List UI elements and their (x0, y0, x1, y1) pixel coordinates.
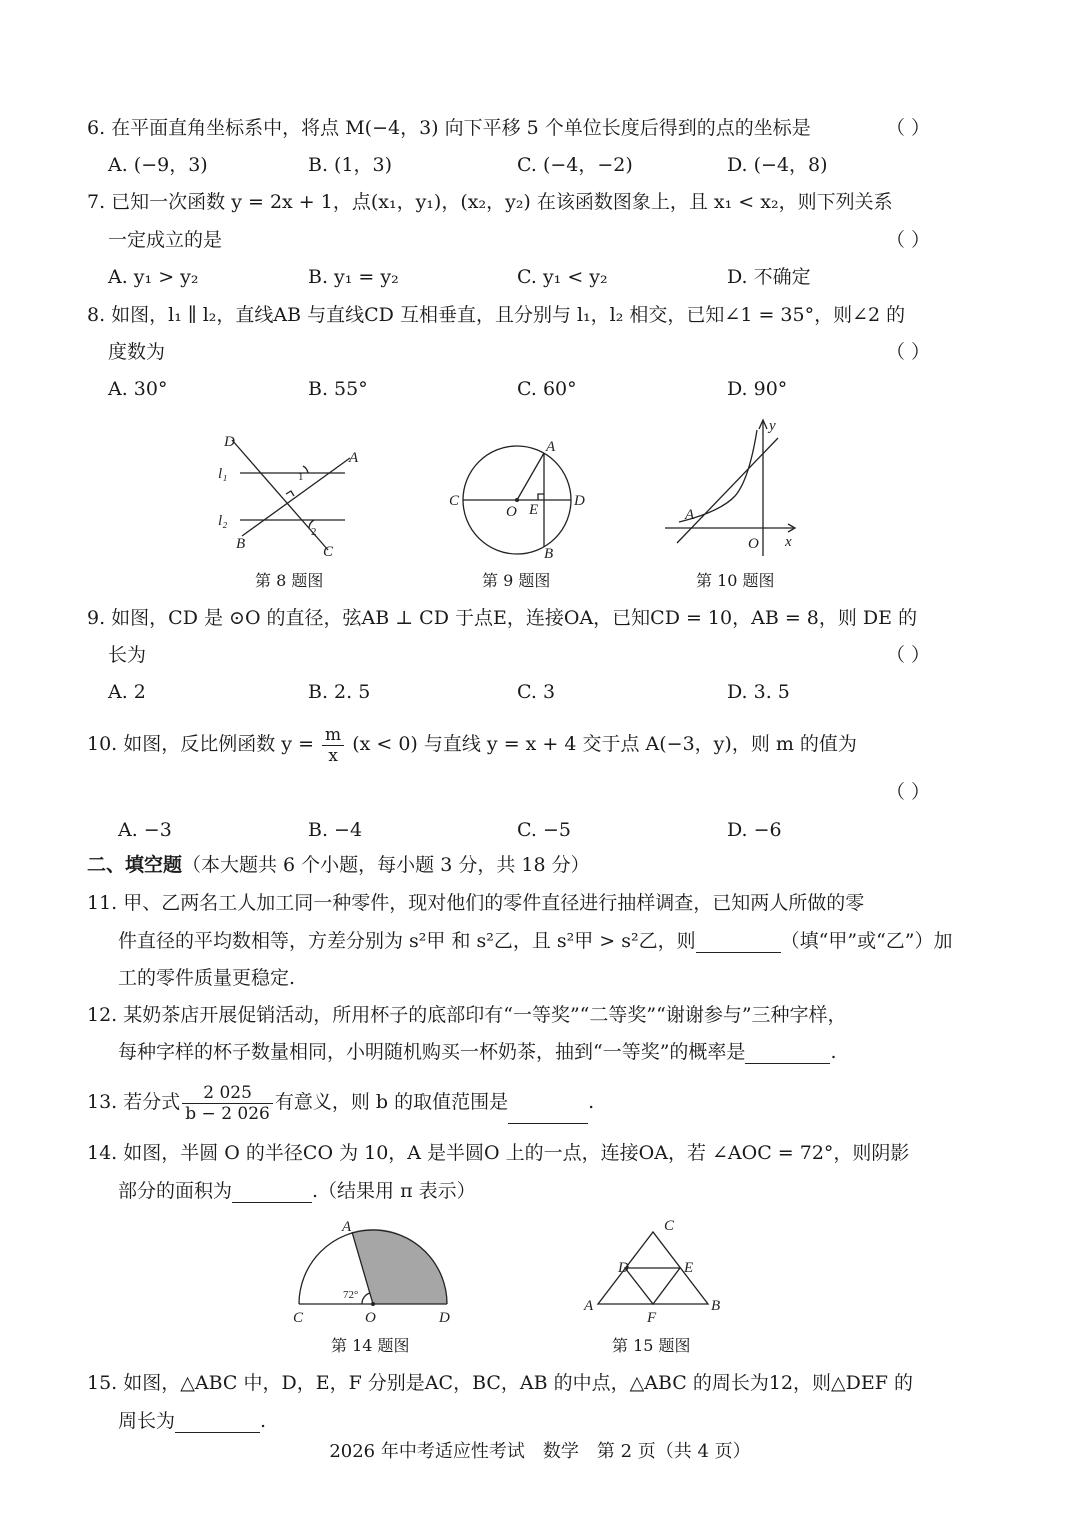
label-f: F (647, 1310, 657, 1326)
label-a: A (342, 1219, 352, 1235)
q13-frac-num: 2 025 (182, 1083, 273, 1104)
figure-15 (578, 1212, 728, 1330)
section-2-title: 二、填空题 (87, 854, 183, 876)
q8-option-a: A. 30° (108, 378, 168, 400)
angle-1-arc (303, 466, 308, 473)
q13-frac-den: b − 2 026 (185, 1103, 270, 1124)
label-d: D (224, 434, 235, 450)
q13-stem (87, 1080, 594, 1124)
page-footer: 2026 年中考适应性考试 数学 第 2 页（共 4 页） (329, 1441, 751, 1462)
figure-9-caption: 第 9 题图 (482, 571, 551, 590)
q8-stem-cont: 度数为 (108, 341, 166, 363)
q14-line-1: 14. 如图，半圆 O 的半径CO 为 10，A 是半圆O 上的一点，连接OA，若 ∠AOC = 72°，则阴影 (87, 1142, 910, 1164)
q7-option-d: D. 不确定 (727, 266, 811, 288)
q7-option-c: C. y₁ < y₂ (517, 266, 608, 288)
q6-option-d: D. (−4，8) (727, 154, 828, 176)
label-e: E (684, 1260, 694, 1276)
q7-stem: 7. 已知一次函数 y = 2x + 1，点(x₁，y₁)，(x₂，y₂) 在该函数图象上，且 x₁ < x₂，则下列关系 (87, 191, 893, 213)
label-o: O (506, 504, 517, 520)
label-d: D (574, 493, 585, 509)
q11-line-1: 11. 甲、乙两名工人加工同一种零件，现对他们的零件直径进行抽样调查，已知两人所做的零 (87, 892, 865, 914)
label-o: O (365, 1310, 376, 1326)
q10-answer-paren: （ ） (885, 781, 930, 803)
q12-line-2a: 每种字样的杯子数量相同，小明随机购买一杯奶茶，抽到“一等奖”的概率是 (118, 1041, 746, 1063)
label-c: C (664, 1218, 675, 1234)
label-l1: l₁ (218, 466, 228, 482)
q12-answer-blank[interactable] (745, 1043, 830, 1064)
q10-option-b: B. −4 (308, 819, 363, 841)
figure-8 (210, 428, 360, 568)
label-b: B (711, 1298, 721, 1314)
q10-stem (87, 722, 857, 766)
label-a: A (546, 439, 556, 455)
q13-pre: 13. 若分式 (87, 1091, 181, 1113)
q10-frac-num: m (322, 725, 344, 746)
q8-option-b: B. 55° (308, 378, 368, 400)
q11-answer-blank[interactable] (696, 932, 781, 953)
label-angle-1: 1 (298, 471, 304, 483)
q8-option-d: D. 90° (727, 378, 788, 400)
q12-line-2b: . (830, 1041, 837, 1063)
q9-option-d: D. 3. 5 (727, 681, 790, 703)
q15-line-1: 15. 如图，△ABC 中，D，E，F 分别是AC，BC，AB 的中点，△ABC 的周长为12，则△DEF 的 (87, 1372, 913, 1394)
q10-option-d: D. −6 (727, 819, 782, 841)
q13-fraction (182, 1083, 273, 1124)
label-e: E (529, 502, 539, 518)
label-x: x (785, 534, 792, 550)
figure-15-caption: 第 15 题图 (612, 1336, 691, 1355)
q6-answer-paren: （ ） (885, 117, 930, 139)
label-l2: l₂ (218, 513, 228, 529)
q6-option-c: C. (−4，−2) (517, 154, 633, 176)
q11-line-2a: 件直径的平均数相等，方差分别为 s²甲 和 s²乙，且 s²甲 > s²乙，则 (118, 930, 696, 952)
q8-stem: 8. 如图，l₁ ∥ l₂，直线AB 与直线CD 互相垂直，且分别与 l₁，l₂ 相交，已知∠1 = 35°，则∠2 的 (87, 304, 906, 326)
figure-14 (285, 1212, 465, 1330)
angle-arc (362, 1293, 370, 1304)
label-d: D (618, 1260, 629, 1276)
q13-end: . (588, 1091, 595, 1113)
q6-option-b: B. (1，3) (308, 154, 393, 176)
section-2-note: （本大题共 6 个小题，每小题 3 分，共 18 分） (182, 854, 590, 876)
q10-option-a: A. −3 (118, 819, 172, 841)
shaded-sector (352, 1229, 447, 1304)
label-y: y (769, 418, 776, 434)
q15-answer-blank[interactable] (175, 1412, 260, 1433)
figure-8-caption: 第 8 题图 (255, 571, 324, 590)
q7-stem-cont: 一定成立的是 (108, 229, 223, 251)
q13-answer-blank[interactable] (508, 1103, 588, 1124)
q11-line-2b: （填“甲”或“乙”）加 (780, 930, 953, 952)
q10-stem-b: (x < 0) 与直线 y = x + 4 交于点 A(−3，y)，则 m 的值为 (352, 733, 857, 755)
q7-option-b: B. y₁ = y₂ (308, 266, 399, 288)
q8-option-c: C. 60° (517, 378, 577, 400)
label-b: B (544, 546, 554, 562)
q10-option-c: C. −5 (517, 819, 571, 841)
right-angle-mark (538, 494, 544, 500)
label-c: C (293, 1310, 304, 1326)
q9-stem: 9. 如图，CD 是 ⊙O 的直径，弦AB ⊥ CD 于点E，连接OA，已知CD = 10，AB = 8，则 DE 的 (87, 607, 918, 629)
label-o: O (748, 536, 759, 552)
q7-option-a: A. y₁ > y₂ (108, 266, 199, 288)
q11-line-2 (118, 929, 953, 953)
q9-option-c: C. 3 (517, 681, 556, 703)
figure-10-caption: 第 10 题图 (696, 571, 775, 590)
q6-stem: 6. 在平面直角坐标系中，将点 M(−4，3) 向下平移 5 个单位长度后得到的点的坐标是 (87, 117, 811, 139)
q15-line-2a: 周长为 (118, 1410, 176, 1432)
q12-line-2 (118, 1040, 836, 1064)
segment-oa (517, 453, 544, 500)
q8-answer-paren: （ ） (885, 341, 930, 363)
q15-line-2 (118, 1409, 266, 1433)
q14-line-2a: 部分的面积为 (118, 1180, 233, 1202)
figure-9 (440, 432, 600, 564)
figure-14-caption: 第 14 题图 (331, 1336, 410, 1355)
label-c: C (449, 493, 460, 509)
label-angle-2: 2 (311, 526, 317, 538)
q9-answer-paren: （ ） (885, 644, 930, 666)
q10-frac-den: x (328, 745, 338, 766)
label-a: A (584, 1298, 594, 1314)
figure-10 (665, 416, 810, 564)
triangle-def (625, 1268, 680, 1304)
q13-post: 有意义，则 b 的取值范围是 (274, 1091, 509, 1113)
q11-line-3: 工的零件质量更稳定. (118, 967, 296, 989)
q9-option-b: B. 2. 5 (308, 681, 371, 703)
label-d: D (439, 1310, 450, 1326)
q10-stem-a: 10. 如图，反比例函数 y = (87, 733, 314, 755)
label-a: A (349, 450, 359, 466)
q14-answer-blank[interactable] (232, 1182, 312, 1203)
q15-line-2b: . (260, 1410, 267, 1432)
q14-line-2b: .（结果用 π 表示） (312, 1180, 476, 1202)
q10-fraction (322, 725, 344, 766)
section-2-heading (87, 853, 590, 877)
q9-stem-cont: 长为 (108, 644, 147, 666)
label-c: C (323, 544, 334, 560)
q7-answer-paren: （ ） (885, 229, 930, 251)
q6-option-a: A. (−9，3) (108, 154, 208, 176)
q9-option-a: A. 2 (108, 681, 146, 703)
right-angle-mark (286, 491, 294, 496)
label-angle: 72° (343, 1289, 359, 1301)
label-a: A (685, 507, 695, 523)
label-b: B (236, 536, 246, 552)
q14-line-2 (118, 1179, 476, 1203)
q12-line-1: 12. 某奶茶店开展促销活动，所用杯子的底部印有“一等奖”“二等奖”“谢谢参与”三种字样， (87, 1004, 847, 1026)
